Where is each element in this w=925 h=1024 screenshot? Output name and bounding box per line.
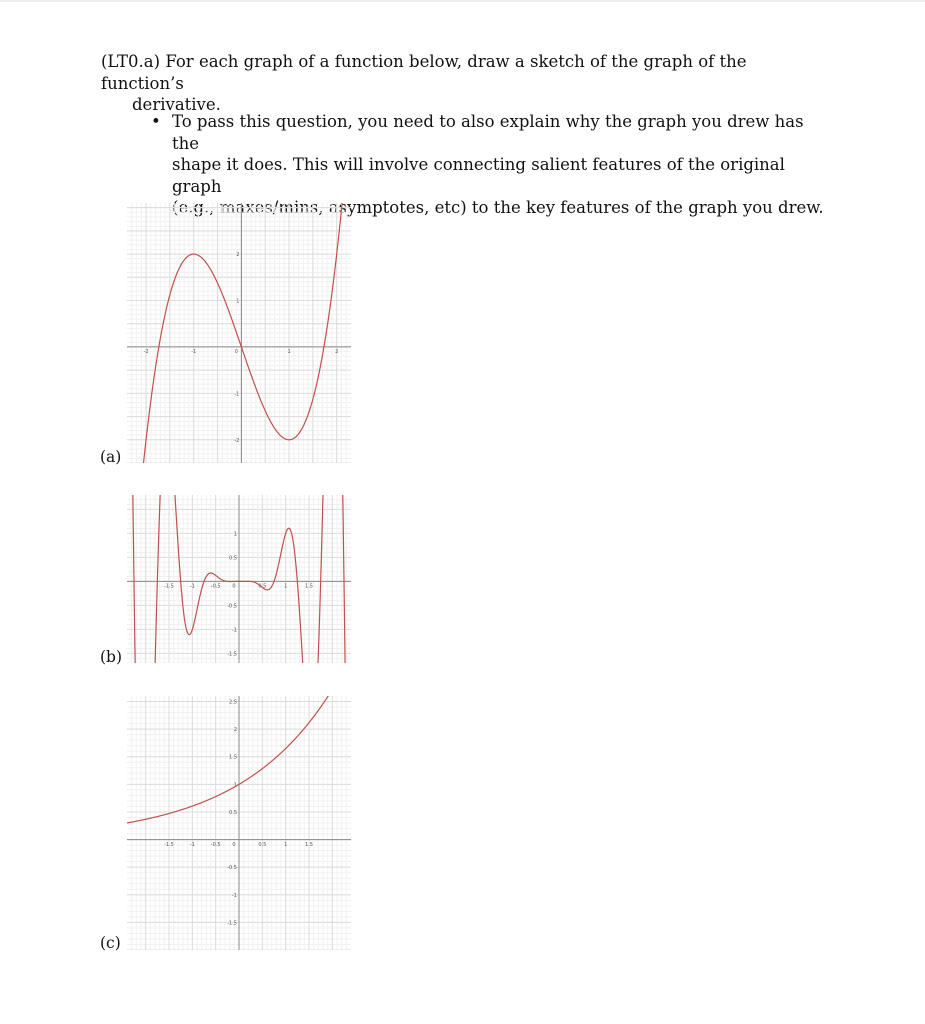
y-tick-label: -1 (232, 892, 237, 899)
y-tick-label: -1 (234, 391, 240, 398)
x-tick-label: -2 (143, 349, 149, 356)
x-tick-label: 1 (284, 841, 288, 848)
y-tick-label: -0.5 (227, 865, 237, 872)
graph-a-plot (127, 203, 351, 463)
top-divider (0, 0, 925, 2)
graph-c-plot (127, 696, 351, 950)
x-tick-label: -1 (191, 349, 197, 356)
x-tick-label: 0.5 (258, 841, 267, 848)
problem-statement (101, 51, 831, 116)
problem-line-1 (101, 51, 831, 94)
x-tick-label: 0 (232, 841, 236, 848)
x-tick-label: 0 (232, 583, 236, 590)
x-tick-label: 1 (287, 349, 291, 356)
y-tick-label: -1.5 (227, 651, 237, 658)
y-tick-label: 2 (236, 252, 240, 259)
graph-a-label: (a) (100, 448, 122, 466)
x-tick-label: 0 (234, 349, 238, 356)
y-tick-label: 1.5 (229, 754, 237, 761)
x-tick-label: 1 (284, 583, 288, 590)
y-tick-label: 2 (233, 727, 237, 734)
graph-a (127, 203, 351, 463)
y-tick-label: 2.5 (229, 699, 237, 706)
bullet-line-3: (e.g., maxes/mins, asymptotes, etc) to the key features of the graph you drew. (172, 198, 824, 217)
y-tick-label: -0.5 (227, 603, 237, 610)
y-tick-label: 1 (236, 298, 240, 305)
x-tick-label: -1 (189, 583, 195, 590)
bullet-line-2: shape it does. This will involve connecting salient features of the original graph (172, 155, 785, 196)
y-tick-label: -1.5 (227, 920, 237, 927)
x-tick-label: 0.5 (258, 583, 267, 590)
x-tick-label: -1.5 (164, 583, 174, 590)
x-tick-label: -0.5 (210, 841, 221, 848)
y-tick-label: 1 (233, 782, 237, 789)
bullet-line-1: To pass this question, you need to also explain why the graph you drew has the (172, 112, 804, 153)
x-tick-label: -1.5 (164, 841, 174, 848)
problem-line-2: derivative. (132, 95, 221, 114)
x-tick-label: 1.5 (305, 583, 313, 590)
y-tick-label: 0.5 (229, 555, 237, 562)
graph-b (127, 495, 351, 663)
x-tick-label: -1 (189, 841, 195, 848)
x-tick-label: -0.5 (210, 583, 221, 590)
y-tick-label: -2 (234, 437, 240, 444)
y-tick-label: 0.5 (229, 809, 237, 816)
y-tick-label: 1 (233, 531, 237, 538)
problem-label: (LT0.a) (101, 52, 161, 71)
y-tick-label: -1 (232, 627, 237, 634)
problem-text-1: For each graph of a function below, draw a sketch of the graph of the function’s (101, 52, 747, 93)
graph-b-label: (b) (100, 648, 123, 666)
x-tick-label: 1.5 (305, 841, 313, 848)
graph-c (127, 696, 351, 950)
graph-b-plot (127, 495, 351, 663)
graph-c-label: (c) (100, 934, 121, 952)
bullet-icon: • (151, 112, 161, 131)
x-tick-label: 2 (335, 349, 339, 356)
